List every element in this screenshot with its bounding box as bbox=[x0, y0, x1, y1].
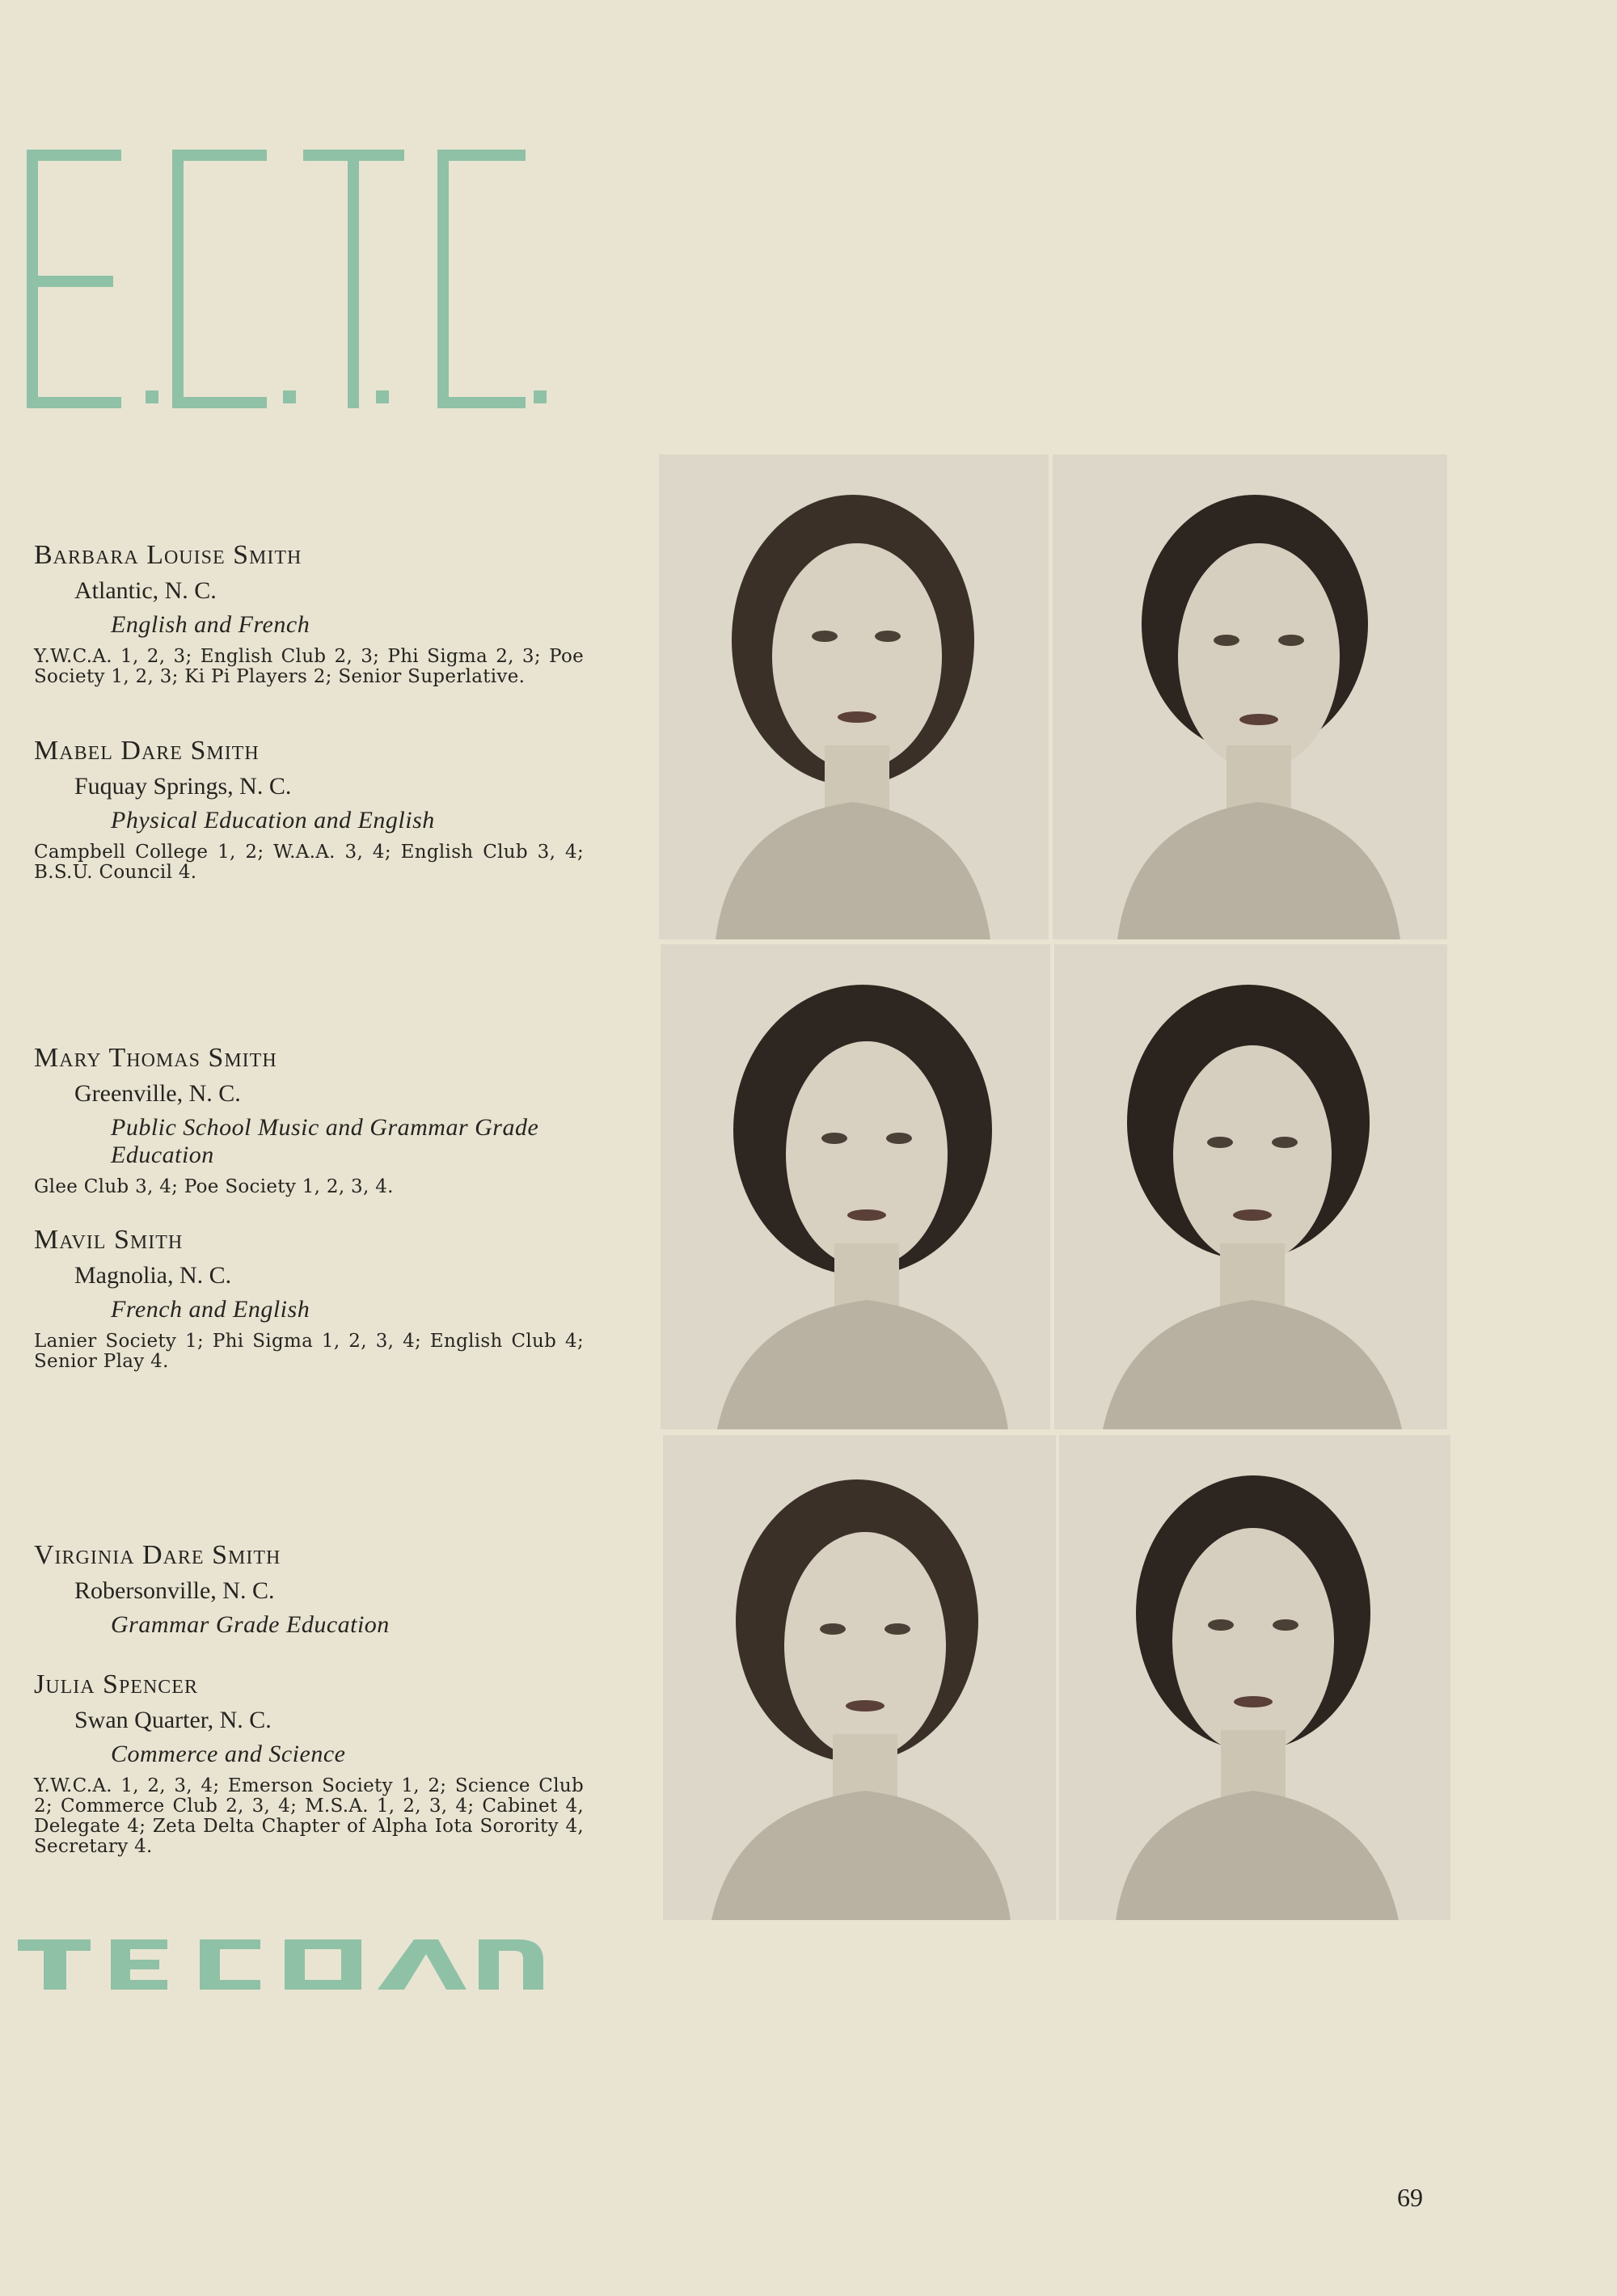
student-activities: Y.W.C.A. 1, 2, 3; English Club 2, 3; Phi Sigma 2, 3; Poe Society 1, 2, 3; Ki Pi Players 2; Senior Superlative. bbox=[34, 646, 584, 687]
student-activities: Glee Club 3, 4; Poe Society 1, 2, 3, 4. bbox=[34, 1176, 394, 1197]
portrait-photo bbox=[1059, 1435, 1450, 1920]
student-entry bbox=[34, 540, 584, 687]
student-town: Atlantic, N. C. bbox=[74, 577, 217, 604]
student-major: Grammar Grade Education bbox=[111, 1611, 390, 1638]
page-number: 69 bbox=[1397, 2183, 1423, 2212]
student-major: English and French bbox=[111, 611, 310, 638]
student-name: Mavil Smith bbox=[34, 1225, 184, 1255]
student-entry bbox=[34, 1043, 584, 1197]
student-major: Public School Music and Grammar Grade Education bbox=[111, 1114, 539, 1168]
portrait-photo bbox=[659, 454, 1049, 939]
portrait-photo bbox=[663, 1435, 1056, 1920]
student-town: Greenville, N. C. bbox=[74, 1080, 241, 1107]
student-major: French and English bbox=[111, 1296, 310, 1323]
student-town: Robersonville, N. C. bbox=[74, 1577, 275, 1604]
header-ectc-logo bbox=[24, 146, 558, 412]
portrait-photo bbox=[1053, 454, 1447, 939]
student-entry bbox=[34, 1540, 584, 1647]
student-entry bbox=[34, 736, 584, 883]
student-name: Virginia Dare Smith bbox=[34, 1540, 281, 1570]
portrait-photo bbox=[1054, 944, 1447, 1429]
student-town: Fuquay Springs, N. C. bbox=[74, 773, 292, 800]
student-town: Swan Quarter, N. C. bbox=[74, 1707, 272, 1733]
student-name: Barbara Louise Smith bbox=[34, 540, 302, 570]
student-entry bbox=[34, 1669, 584, 1857]
student-entry bbox=[34, 1225, 584, 1372]
tecoan-logo bbox=[18, 1936, 543, 1993]
student-activities: Campbell College 1, 2; W.A.A. 3, 4; English Club 3, 4; B.S.U. Council 4. bbox=[34, 842, 584, 883]
student-major: Commerce and Science bbox=[111, 1741, 346, 1767]
student-activities: Y.W.C.A. 1, 2, 3, 4; Emerson Society 1, 2; Science Club 2; Commerce Club 2, 3, 4; M.S.A. 1, 2, 3, 4; Cabinet 4, Delegate 4; Zeta Delta Chapter of Alpha Iota Sorority 4, Secretary 4. bbox=[34, 1775, 584, 1857]
student-name: Mabel Dare Smith bbox=[34, 736, 260, 766]
student-activities: Lanier Society 1; Phi Sigma 1, 2, 3, 4; English Club 4; Senior Play 4. bbox=[34, 1331, 584, 1372]
student-name: Julia Spencer bbox=[34, 1669, 198, 1699]
portrait-photo bbox=[661, 944, 1050, 1429]
student-town: Magnolia, N. C. bbox=[74, 1262, 232, 1289]
student-name: Mary Thomas Smith bbox=[34, 1043, 277, 1073]
student-major: Physical Education and English bbox=[111, 807, 435, 834]
